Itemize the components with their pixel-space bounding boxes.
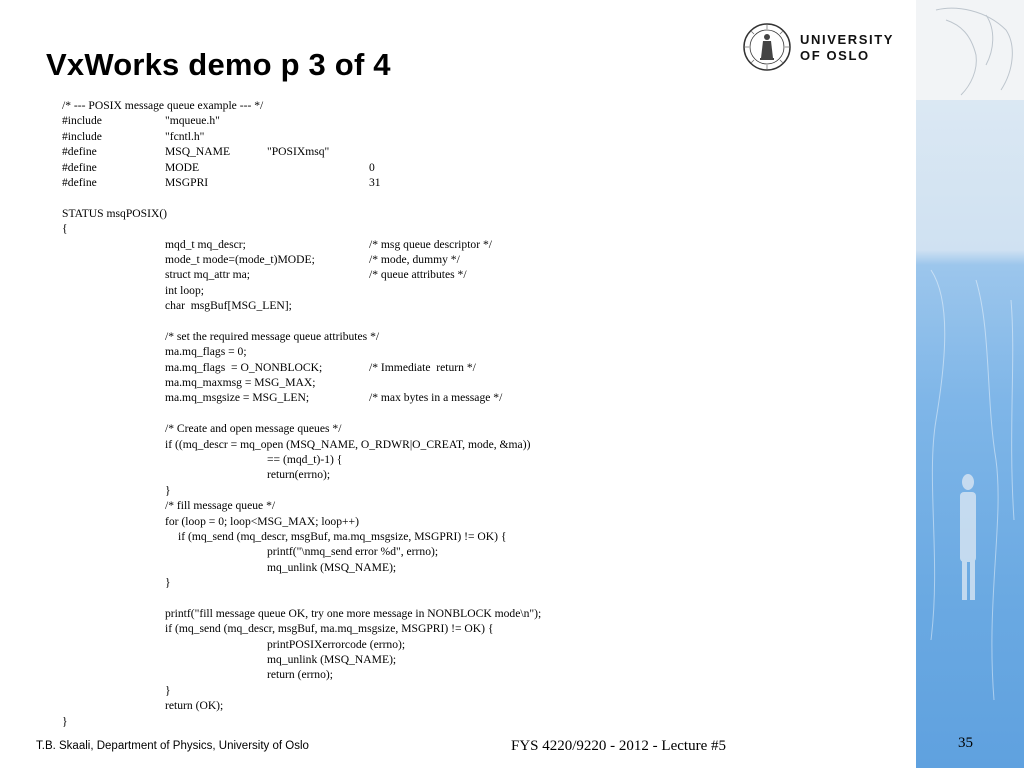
code-text: for (loop = 0; loop<MSG_MAX; loop++) — [165, 514, 359, 528]
code-text: ma.mq_flags = O_NONBLOCK; — [165, 360, 323, 374]
code-line — [62, 715, 902, 730]
page-number: 35 — [958, 735, 973, 751]
code-line — [62, 668, 902, 683]
code-text: if ((mq_descr = mq_open (MSQ_NAME, O_RDWR|O_CREAT, mode, &ma)) — [165, 437, 531, 451]
code-text: 31 — [369, 175, 381, 189]
code-line — [62, 345, 902, 360]
code-text: #define — [62, 160, 97, 174]
code-text: /* mode, dummy */ — [369, 252, 460, 266]
code-line — [62, 484, 902, 499]
code-line — [62, 422, 902, 437]
university-seal-icon — [742, 22, 792, 72]
code-line — [62, 592, 902, 607]
code-line — [62, 561, 902, 576]
code-line — [62, 622, 902, 637]
code-text: return (errno); — [267, 668, 333, 682]
code-line — [62, 253, 902, 268]
code-text: /* max bytes in a message */ — [369, 391, 503, 405]
code-line — [62, 99, 902, 114]
code-line — [62, 161, 902, 176]
code-text: /* set the required message queue attributes */ — [165, 329, 380, 343]
code-text: 0 — [369, 160, 375, 174]
code-line — [62, 499, 902, 514]
code-text: { — [62, 222, 68, 236]
code-text: /* queue attributes */ — [369, 268, 467, 282]
logo-text-line1: UNIVERSITY — [800, 32, 895, 47]
code-line — [62, 545, 902, 560]
code-text: mq_unlink (MSQ_NAME); — [267, 653, 397, 667]
code-line — [62, 314, 902, 329]
code-text: STATUS msqPOSIX() — [62, 206, 168, 220]
code-text: return(errno); — [267, 468, 331, 482]
code-text: MSGPRI — [165, 175, 209, 189]
code-line — [62, 407, 902, 422]
code-line — [62, 576, 902, 591]
logo-text-line2: OF OSLO — [800, 48, 870, 63]
code-line — [62, 530, 902, 545]
code-text: return (OK); — [165, 699, 224, 713]
code-line — [62, 176, 902, 191]
code-text: #include — [62, 114, 102, 128]
code-line — [62, 391, 902, 406]
code-text: int loop; — [165, 283, 204, 297]
university-logo — [742, 22, 902, 74]
code-text: /* Immediate return */ — [369, 360, 476, 374]
code-text: #include — [62, 129, 102, 143]
code-line — [62, 191, 902, 206]
code-text: if (mq_send (mq_descr, msgBuf, ma.mq_msgsize, MSGPRI) != OK) { — [178, 529, 507, 543]
code-line — [62, 653, 902, 668]
code-line — [62, 222, 902, 237]
code-line — [62, 684, 902, 699]
statue-sketch-decoration — [916, 0, 1024, 768]
code-text: } — [62, 714, 68, 728]
code-line — [62, 299, 902, 314]
code-text: printPOSIXerrorcode (errno); — [267, 637, 406, 651]
code-line — [62, 207, 902, 222]
code-line — [62, 515, 902, 530]
code-line — [62, 376, 902, 391]
code-text: #define — [62, 175, 97, 189]
code-line — [62, 268, 902, 283]
code-text: MSQ_NAME — [165, 145, 231, 159]
code-text: } — [165, 683, 171, 697]
code-text: } — [165, 576, 171, 590]
code-line — [62, 453, 902, 468]
code-text: ma.mq_flags = 0; — [165, 345, 247, 359]
code-text: "fcntl.h" — [165, 129, 205, 143]
code-text: } — [165, 483, 171, 497]
code-text: struct mq_attr ma; — [165, 268, 251, 282]
decorative-side-strip — [916, 0, 1024, 768]
code-listing — [62, 99, 902, 730]
code-line — [62, 361, 902, 376]
code-text: ma.mq_msgsize = MSG_LEN; — [165, 391, 310, 405]
code-line — [62, 145, 902, 160]
footer-course: FYS 4220/9220 - 2012 - Lecture #5 — [511, 738, 726, 754]
code-line — [62, 114, 902, 129]
code-line — [62, 468, 902, 483]
code-line — [62, 607, 902, 622]
code-text: mq_unlink (MSQ_NAME); — [267, 560, 397, 574]
code-text: /* Create and open message queues */ — [165, 422, 342, 436]
code-text: "mqueue.h" — [165, 114, 220, 128]
slide-title: VxWorks demo p 3 of 4 — [46, 47, 391, 82]
code-line — [62, 638, 902, 653]
code-text: /* --- POSIX message queue example --- */ — [62, 99, 264, 112]
code-text: mode_t mode=(mode_t)MODE; — [165, 252, 315, 266]
code-line — [62, 130, 902, 145]
code-line — [62, 699, 902, 714]
code-text: /* fill message queue */ — [165, 499, 276, 513]
code-text: char msgBuf[MSG_LEN]; — [165, 299, 292, 313]
code-line — [62, 330, 902, 345]
footer-author: T.B. Skaali, Department of Physics, University of Oslo — [36, 740, 309, 752]
code-text: ma.mq_maxmsg = MSG_MAX; — [165, 376, 316, 390]
code-text: "POSIXmsq" — [267, 145, 330, 159]
code-text: printf("\nmq_send error %d", errno); — [267, 545, 439, 559]
code-text: mqd_t mq_descr; — [165, 237, 246, 251]
code-line — [62, 284, 902, 299]
code-text: if (mq_send (mq_descr, msgBuf, ma.mq_msgsize, MSGPRI) != OK) { — [165, 622, 494, 636]
code-text: /* msg queue descriptor */ — [369, 237, 492, 251]
code-text: printf("fill message queue OK, try one more message in NONBLOCK mode\n"); — [165, 606, 542, 620]
code-line — [62, 438, 902, 453]
code-text: #define — [62, 145, 97, 159]
code-text: == (mqd_t)-1) { — [267, 452, 343, 466]
code-line — [62, 238, 902, 253]
code-text: MODE — [165, 160, 200, 174]
